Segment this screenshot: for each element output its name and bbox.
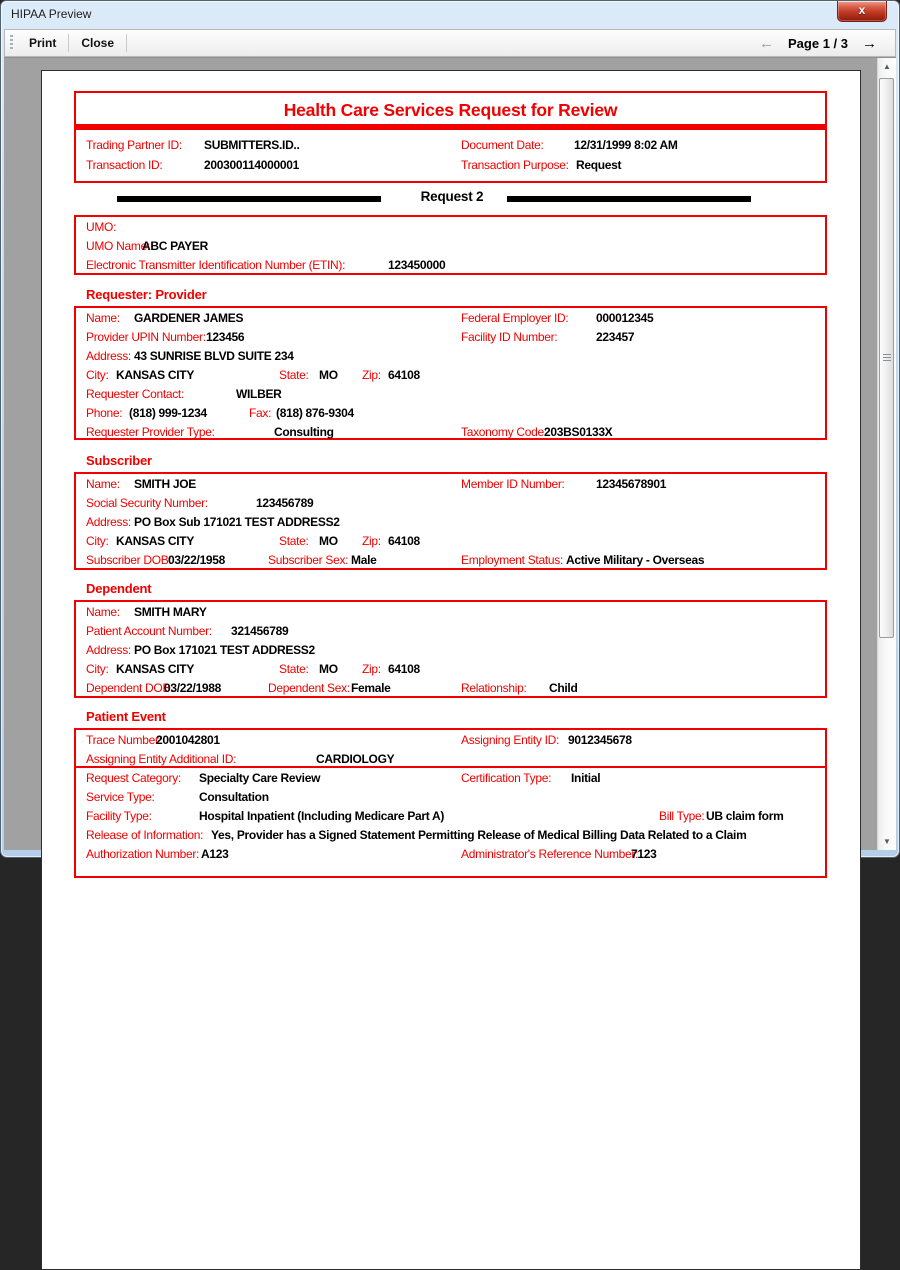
page-navigation [759, 36, 895, 51]
field-label: Authorization Number: [86, 847, 200, 861]
field-label: Administrator's Reference Number: [461, 847, 639, 861]
field-label: UMO Name: [86, 239, 150, 253]
field-value: KANSAS CITY [116, 368, 195, 382]
field-value: 12345678901 [596, 477, 667, 491]
field-value: 64108 [388, 368, 420, 382]
field-label: Facility Type: [86, 809, 152, 823]
field-value: Consulting [274, 425, 334, 439]
field-value: Consultation [199, 790, 269, 804]
requester-box [74, 306, 827, 440]
field-value: 000012345 [596, 311, 654, 325]
preview-viewport [4, 57, 896, 861]
print-button[interactable]: Print [29, 36, 57, 50]
field-value: 123456789 [256, 496, 314, 510]
field-value: 43 SUNRISE BLVD SUITE 234 [134, 349, 294, 363]
field-label: State: [279, 662, 309, 676]
patient-event-trace-box [74, 728, 827, 768]
field-value: SUBMITTERS.ID.. [204, 138, 300, 152]
field-label: Dependent Sex: [268, 681, 350, 695]
field-label: Subscriber Sex: [268, 553, 349, 567]
field-label: Release of Information: [86, 828, 204, 842]
field-label: Trace Number: [86, 733, 162, 747]
vertical-scrollbar[interactable] [877, 58, 896, 850]
field-label: City: [86, 662, 109, 676]
field-value: 7123 [631, 847, 657, 861]
title-bar [1, 1, 899, 29]
document-title: Health Care Services Request for Review [283, 100, 618, 120]
field-value: 223457 [596, 330, 635, 344]
field-value: Active Military - Overseas [566, 553, 705, 567]
subscriber-box [74, 472, 827, 570]
field-value: Hospital Inpatient (Including Medicare Part A) [199, 809, 445, 823]
field-value: 64108 [388, 662, 420, 676]
prev-page-icon[interactable]: ← [759, 34, 775, 52]
field-value: Male [351, 553, 377, 567]
field-value: MO [319, 534, 338, 548]
field-value: PO Box 171021 TEST ADDRESS2 [134, 643, 315, 657]
patient-event-detail-box [74, 766, 827, 878]
field-label: Phone: [86, 406, 123, 420]
field-label: Federal Employer ID: [461, 311, 569, 325]
scrollbar-thumb[interactable] [879, 78, 894, 638]
field-label: Name: [86, 605, 120, 619]
close-icon[interactable]: x [837, 1, 887, 22]
request-heading: Request 2 [420, 189, 484, 204]
field-value: Initial [571, 771, 601, 785]
field-value: (818) 999-1234 [129, 406, 207, 420]
field-label: Name: [86, 477, 120, 491]
field-value: 203BS0133X [544, 425, 613, 439]
field-value: 200300114000001 [204, 158, 299, 172]
toolbar [4, 29, 896, 57]
field-label: Request Category: [86, 771, 181, 785]
field-value: 123450000 [388, 258, 446, 272]
field-label: Zip: [362, 368, 381, 382]
field-label: Transaction ID: [86, 158, 163, 172]
field-value: Yes, Provider has a Signed Statement Permitting Release of Medical Billing Data Related to a Claim [211, 828, 747, 842]
field-value: 2001042801 [156, 733, 220, 747]
toolbar-gripper[interactable] [10, 35, 13, 51]
field-value: SMITH MARY [134, 605, 207, 619]
field-value: MO [319, 662, 338, 676]
field-value: 03/22/1988 [164, 681, 222, 695]
field-value: A123 [201, 847, 229, 861]
patient-event-heading: Patient Event [86, 709, 166, 724]
dependent-box [74, 600, 827, 698]
field-label: Assigning Entity Additional ID: [86, 752, 237, 766]
field-value: 123456 [206, 330, 245, 344]
field-value: 9012345678 [568, 733, 632, 747]
field-value: Request [576, 158, 622, 172]
field-label: Address: [86, 643, 131, 657]
field-label: Assigning Entity ID: [461, 733, 560, 747]
title-divider [76, 124, 825, 130]
field-value: SMITH JOE [134, 477, 196, 491]
field-label: Taxonomy Code: [461, 425, 547, 439]
dependent-heading: Dependent [86, 581, 152, 596]
field-label: Electronic Transmitter Identification Number (ETIN): [86, 258, 346, 272]
field-label: Member ID Number: [461, 477, 565, 491]
subscriber-heading: Subscriber [86, 453, 152, 468]
request-banner [42, 189, 862, 209]
toolbar-separator [68, 34, 69, 52]
field-value: CARDIOLOGY [316, 752, 395, 766]
field-label: Zip: [362, 662, 381, 676]
field-value: 64108 [388, 534, 420, 548]
field-label: State: [279, 368, 309, 382]
field-label: Requester Contact: [86, 387, 184, 401]
field-label: Fax: [249, 406, 272, 420]
next-page-icon[interactable]: → [862, 34, 877, 52]
field-label: Service Type: [86, 790, 155, 804]
field-value: WILBER [236, 387, 282, 401]
field-label: Subscriber DOB: [86, 553, 172, 567]
field-value: 03/22/1958 [168, 553, 226, 567]
field-label: Provider UPIN Number: [86, 330, 206, 344]
field-label: Address: [86, 515, 131, 529]
field-label: Relationship: [461, 681, 527, 695]
field-value: (818) 876-9304 [276, 406, 354, 420]
close-button[interactable]: Close [81, 36, 115, 50]
field-label: Address: [86, 349, 131, 363]
window-title: HIPAA Preview [11, 7, 92, 21]
field-label: Trading Partner ID: [86, 138, 182, 152]
document-header-box [74, 91, 827, 183]
umo-box [74, 215, 827, 275]
field-label: City: [86, 534, 109, 548]
field-value: MO [319, 368, 338, 382]
scroll-up-icon[interactable]: ▲ [883, 62, 891, 71]
field-value: 321456789 [231, 624, 289, 638]
field-label: Dependent DOB: [86, 681, 174, 695]
field-value: Specialty Care Review [199, 771, 321, 785]
field-label: Employment Status: [461, 553, 563, 567]
field-label: Transaction Purpose: [461, 158, 569, 172]
requester-heading: Requester: Provider [86, 287, 207, 302]
field-label: Patient Account Number: [86, 624, 212, 638]
field-label: Facility ID Number: [461, 330, 558, 344]
field-value: Female [351, 681, 391, 695]
field-value: KANSAS CITY [116, 662, 195, 676]
toolbar-separator [126, 34, 127, 52]
field-value: PO Box Sub 171021 TEST ADDRESS2 [134, 515, 340, 529]
field-label: City: [86, 368, 109, 382]
document-page [41, 70, 861, 1270]
field-label: UMO: [86, 220, 117, 234]
field-label: Certification Type: [461, 771, 552, 785]
field-value: UB claim form [706, 809, 784, 823]
field-value: Child [549, 681, 578, 695]
scrollbar-grip [883, 354, 891, 362]
field-label: Zip: [362, 534, 381, 548]
field-label: Name: [86, 311, 120, 325]
field-value: GARDENER JAMES [134, 311, 244, 325]
field-label: Bill Type: [659, 809, 705, 823]
field-label: Requester Provider Type: [86, 425, 215, 439]
scroll-down-icon[interactable]: ▼ [883, 837, 891, 846]
field-label: Social Security Number: [86, 496, 208, 510]
page-indicator: Page 1 / 3 [788, 35, 848, 51]
field-value: KANSAS CITY [116, 534, 195, 548]
field-label: Document Date: [461, 138, 544, 152]
field-value: ABC PAYER [142, 239, 208, 253]
field-label: State: [279, 534, 309, 548]
field-value: 12/31/1999 8:02 AM [574, 138, 678, 152]
request-divider-bar [507, 196, 751, 202]
